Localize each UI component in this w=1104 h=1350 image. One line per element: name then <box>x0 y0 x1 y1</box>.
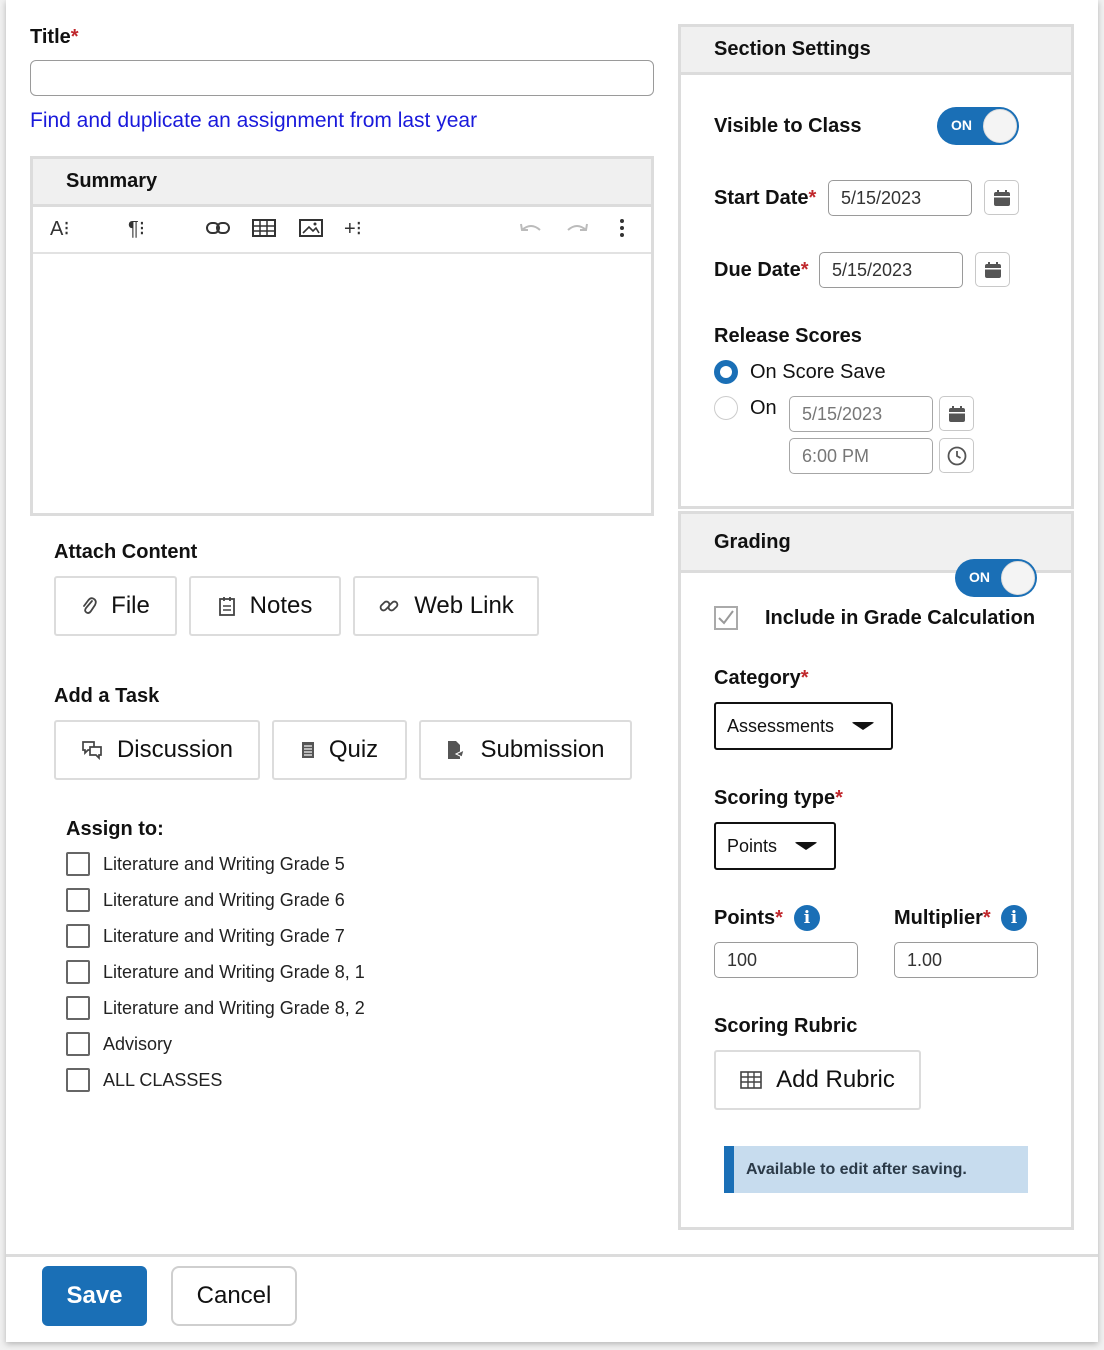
text-format-icon[interactable]: A⁝ <box>50 218 70 240</box>
class-checkbox[interactable] <box>66 888 90 912</box>
start-date-picker-button[interactable] <box>984 180 1019 215</box>
chevron-down-icon <box>794 842 818 850</box>
editor-toolbar <box>33 207 651 254</box>
class-option[interactable] <box>66 990 365 1026</box>
undo-icon[interactable] <box>519 220 543 241</box>
add-discussion-button[interactable] <box>54 720 260 780</box>
class-option[interactable] <box>66 918 365 954</box>
required-mark: * <box>800 667 809 689</box>
release-date-input[interactable]: 5/15/2023 <box>789 396 933 432</box>
footer-divider <box>6 1254 1098 1257</box>
include-grade-checkbox[interactable] <box>714 606 738 630</box>
due-date-input[interactable]: 5/15/2023 <box>819 252 963 288</box>
toggle-state: ON <box>951 117 972 133</box>
toggle-knob <box>983 109 1017 143</box>
points-label-text: Points <box>714 907 776 929</box>
scoring-rubric-label: Scoring Rubric <box>714 1015 858 1037</box>
attach-file-label: File <box>111 592 150 619</box>
submission-icon <box>446 740 466 760</box>
attach-notes-label: Notes <box>249 592 313 619</box>
visible-to-class-toggle[interactable] <box>937 107 1019 145</box>
class-label: Literature and Writing Grade 8, 2 <box>103 997 365 1018</box>
release-on-save-radio[interactable] <box>714 360 738 384</box>
required-mark: * <box>70 26 79 48</box>
clock-icon <box>947 446 967 466</box>
required-mark: * <box>775 907 783 929</box>
class-option[interactable] <box>66 882 365 918</box>
class-checkbox[interactable] <box>66 960 90 984</box>
chevron-down-icon <box>851 722 875 730</box>
include-grade-label: Include in Grade Calculation <box>765 607 1036 629</box>
multiplier-label <box>894 907 991 930</box>
attach-content-heading: Attach Content <box>54 541 198 563</box>
assign-to-heading: Assign to: <box>66 818 164 840</box>
toggle-knob <box>1001 561 1035 595</box>
add-rubric-button[interactable] <box>714 1050 921 1110</box>
due-date-label-text: Due Date <box>714 259 801 281</box>
scoring-type-select[interactable] <box>714 822 836 870</box>
add-quiz-label: Quiz <box>328 736 379 763</box>
duplicate-assignment-link[interactable]: Find and duplicate an assignment from last year <box>30 109 478 132</box>
link-icon[interactable] <box>206 218 230 243</box>
summary-body[interactable] <box>33 254 651 510</box>
add-discussion-label: Discussion <box>116 736 234 763</box>
due-date-picker-button[interactable] <box>975 252 1010 287</box>
class-checkbox[interactable] <box>66 1068 90 1092</box>
multiplier-info-icon[interactable]: i <box>1001 905 1027 931</box>
category-select[interactable] <box>714 702 893 750</box>
title-label <box>30 26 79 49</box>
add-submission-button[interactable] <box>419 720 632 780</box>
section-settings-title: Section Settings <box>714 38 871 60</box>
class-checkbox[interactable] <box>66 924 90 948</box>
summary-header <box>33 159 651 207</box>
add-rubric-label: Add Rubric <box>776 1066 895 1093</box>
release-on-date-label: On <box>750 397 777 419</box>
toggle-state: ON <box>969 569 990 585</box>
insert-more-icon[interactable]: +⁝ <box>344 218 363 240</box>
class-checkbox[interactable] <box>66 996 90 1020</box>
class-option[interactable] <box>66 954 365 990</box>
release-on-date-radio[interactable] <box>714 396 738 420</box>
redo-icon[interactable] <box>565 220 589 241</box>
calendar-icon <box>993 189 1011 207</box>
start-date-label-text: Start Date <box>714 187 809 209</box>
quiz-icon <box>301 741 315 759</box>
class-label: Literature and Writing Grade 7 <box>103 925 345 946</box>
summary-editor <box>30 156 654 516</box>
title-label-text: Title <box>30 26 71 48</box>
link-icon <box>378 595 400 617</box>
add-quiz-button[interactable] <box>272 720 407 780</box>
class-label: ALL CLASSES <box>103 1069 223 1090</box>
visible-to-class-label: Visible to Class <box>714 115 862 137</box>
app-window <box>6 0 1098 1342</box>
class-label: Literature and Writing Grade 5 <box>103 853 345 874</box>
start-date-label <box>714 187 816 210</box>
class-label: Advisory <box>103 1033 173 1054</box>
scoring-type-value: Points <box>727 835 778 856</box>
paperclip-icon <box>81 596 97 616</box>
points-label <box>714 907 783 930</box>
grading-toggle[interactable] <box>955 559 1037 597</box>
class-checkbox[interactable] <box>66 852 90 876</box>
paragraph-format-icon[interactable]: ¶⁝ <box>128 218 146 240</box>
required-mark: * <box>808 187 817 209</box>
attach-file-button[interactable] <box>54 576 177 636</box>
class-option[interactable] <box>66 1026 365 1062</box>
scoring-type-label <box>714 787 843 810</box>
title-input[interactable] <box>30 60 654 96</box>
add-task-heading: Add a Task <box>54 685 160 707</box>
calendar-icon <box>948 405 966 423</box>
cancel-button[interactable]: Cancel <box>171 1266 297 1326</box>
required-mark: * <box>835 787 843 809</box>
category-label <box>714 667 809 690</box>
calendar-icon <box>984 261 1002 279</box>
grading-title: Grading <box>714 530 791 553</box>
multiplier-label-text: Multiplier <box>894 907 983 929</box>
notice-text: Available to edit after saving. <box>746 1160 967 1178</box>
required-mark: * <box>800 259 809 281</box>
attach-notes-button[interactable] <box>189 576 341 636</box>
class-option[interactable] <box>66 1062 365 1098</box>
release-time-input[interactable]: 6:00 PM <box>789 438 933 474</box>
attach-web-link-button[interactable] <box>353 576 539 636</box>
release-scores-label: Release Scores <box>714 325 862 347</box>
start-date-input[interactable]: 5/15/2023 <box>828 180 972 216</box>
more-options-icon[interactable] <box>618 218 626 243</box>
class-option[interactable] <box>66 846 365 882</box>
class-checkbox-list <box>66 846 365 1098</box>
scoring-type-label-text: Scoring type <box>714 787 836 809</box>
add-submission-label: Submission <box>480 736 605 763</box>
discussion-icon <box>81 740 103 760</box>
attach-web-link-label: Web Link <box>414 592 514 619</box>
class-label: Literature and Writing Grade 8, 1 <box>103 961 365 982</box>
points-input[interactable]: 100 <box>714 942 858 978</box>
notes-icon <box>218 596 236 616</box>
points-info-icon[interactable]: i <box>794 905 820 931</box>
table-icon <box>740 1071 762 1089</box>
save-button[interactable]: Save <box>42 1266 147 1326</box>
checkmark-icon <box>716 608 736 628</box>
notice-banner <box>724 1146 1028 1193</box>
image-icon[interactable] <box>299 218 323 243</box>
release-on-save-label: On Score Save <box>750 361 886 383</box>
class-label: Literature and Writing Grade 6 <box>103 889 345 910</box>
summary-title: Summary <box>66 170 158 192</box>
multiplier-input[interactable]: 1.00 <box>894 942 1038 978</box>
table-icon[interactable] <box>252 218 276 243</box>
release-date-picker-button[interactable] <box>939 396 974 431</box>
required-mark: * <box>982 907 991 929</box>
due-date-label <box>714 259 809 282</box>
class-checkbox[interactable] <box>66 1032 90 1056</box>
release-time-picker-button[interactable] <box>939 438 974 473</box>
category-label-text: Category <box>714 667 801 689</box>
category-value: Assessments <box>727 715 835 736</box>
section-settings-header <box>681 27 1071 75</box>
